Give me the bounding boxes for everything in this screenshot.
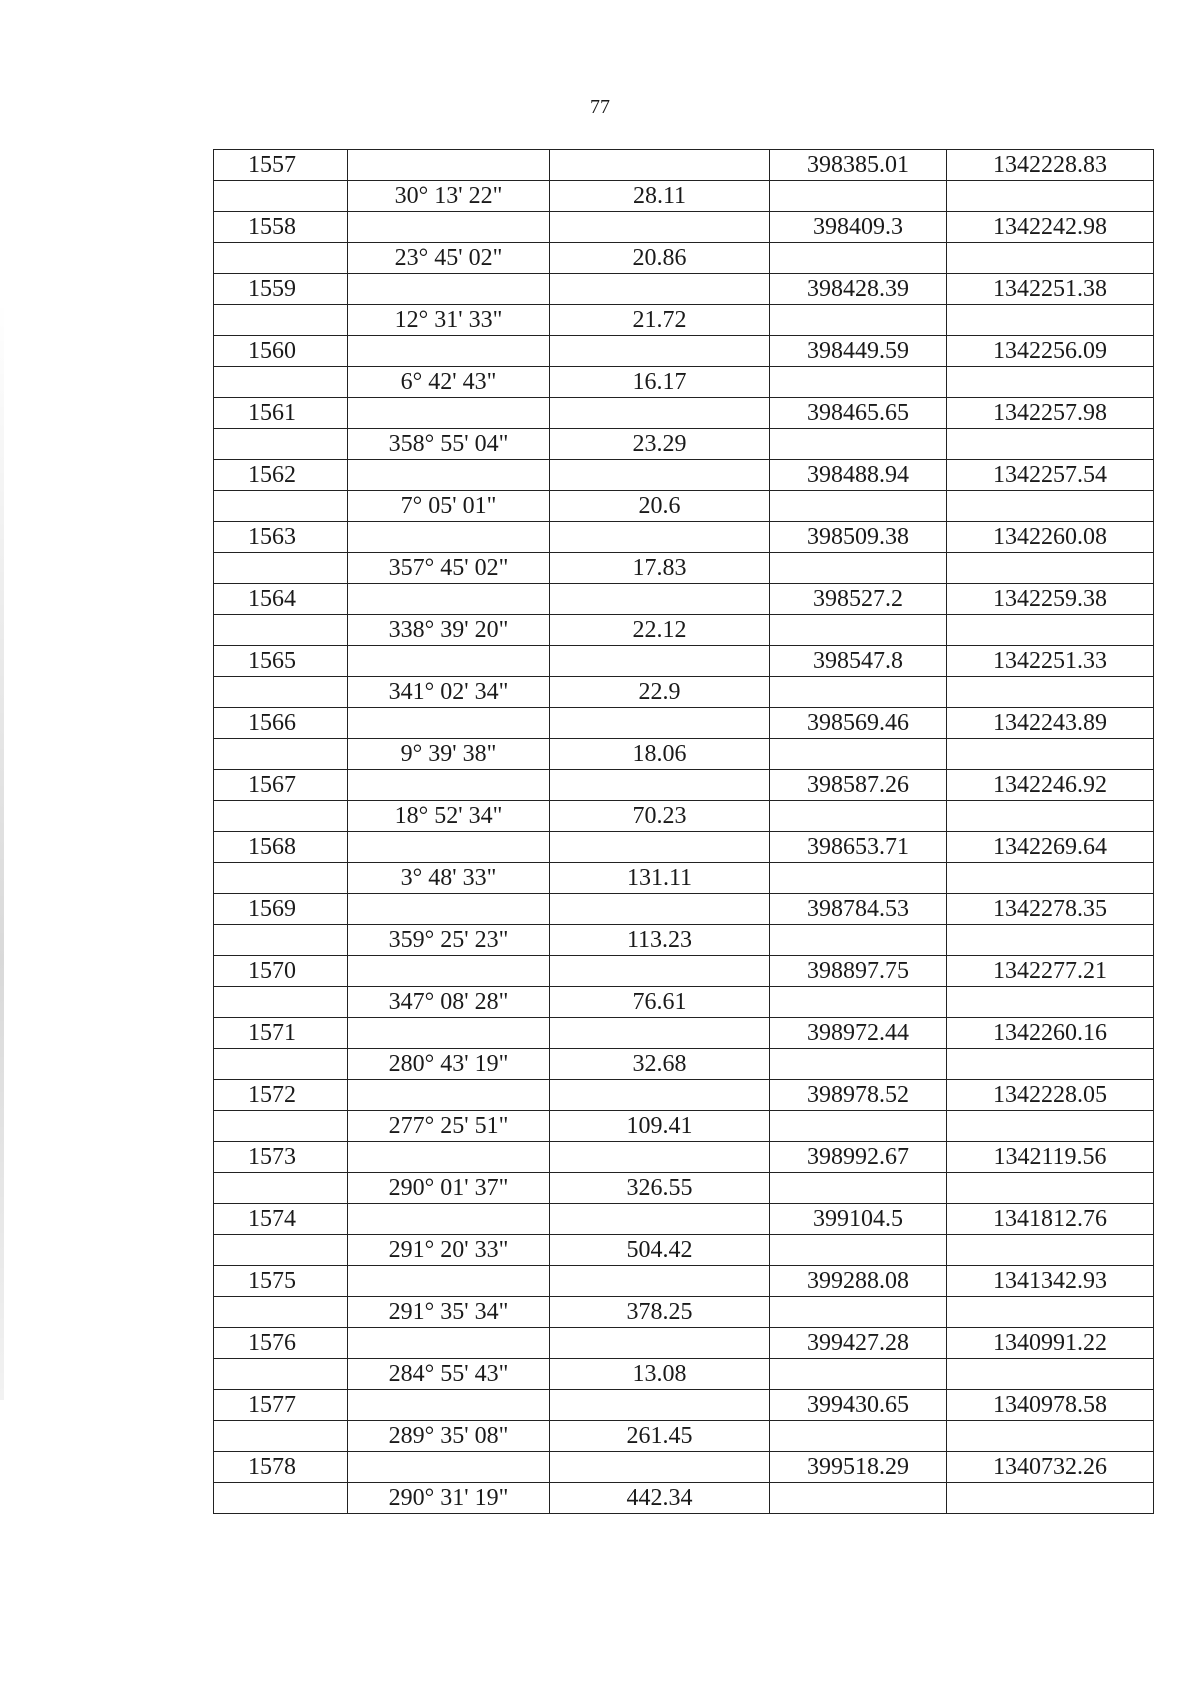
northing-cell: 1342277.21 xyxy=(947,956,1154,987)
station-cell: 1559 xyxy=(214,274,348,305)
northing-cell: 1342119.56 xyxy=(947,1142,1154,1173)
traverse-row xyxy=(214,801,1154,832)
easting-cell xyxy=(770,1049,947,1080)
easting-cell: 398428.39 xyxy=(770,274,947,305)
distance-cell: 76.61 xyxy=(550,987,770,1018)
distance-cell xyxy=(550,646,770,677)
easting-cell xyxy=(770,429,947,460)
bearing-cell: 291° 35' 34" xyxy=(348,1297,550,1328)
distance-cell xyxy=(550,770,770,801)
station-cell xyxy=(214,1359,348,1390)
station-row xyxy=(214,460,1154,491)
easting-cell xyxy=(770,1297,947,1328)
northing-cell: 1342228.05 xyxy=(947,1080,1154,1111)
traverse-row xyxy=(214,1359,1154,1390)
northing-cell: 1341812.76 xyxy=(947,1204,1154,1235)
traverse-row xyxy=(214,1235,1154,1266)
station-row xyxy=(214,708,1154,739)
station-cell xyxy=(214,801,348,832)
station-row xyxy=(214,212,1154,243)
bearing-cell xyxy=(348,212,550,243)
station-cell: 1560 xyxy=(214,336,348,367)
northing-cell xyxy=(947,1049,1154,1080)
distance-cell xyxy=(550,832,770,863)
distance-cell: 113.23 xyxy=(550,925,770,956)
station-cell xyxy=(214,1111,348,1142)
bearing-cell: 357° 45' 02" xyxy=(348,553,550,584)
station-cell xyxy=(214,491,348,522)
traverse-row xyxy=(214,987,1154,1018)
station-cell: 1567 xyxy=(214,770,348,801)
easting-cell: 398465.65 xyxy=(770,398,947,429)
distance-cell xyxy=(550,212,770,243)
bearing-cell xyxy=(348,646,550,677)
easting-cell xyxy=(770,181,947,212)
bearing-cell: 284° 55' 43" xyxy=(348,1359,550,1390)
easting-cell xyxy=(770,491,947,522)
distance-cell xyxy=(550,1142,770,1173)
easting-cell xyxy=(770,925,947,956)
traverse-row xyxy=(214,677,1154,708)
table-body xyxy=(214,150,1154,1514)
station-cell: 1573 xyxy=(214,1142,348,1173)
bearing-cell xyxy=(348,1452,550,1483)
distance-cell xyxy=(550,1452,770,1483)
distance-cell: 378.25 xyxy=(550,1297,770,1328)
station-cell xyxy=(214,863,348,894)
easting-cell: 398587.26 xyxy=(770,770,947,801)
easting-cell xyxy=(770,615,947,646)
bearing-cell: 338° 39' 20" xyxy=(348,615,550,646)
distance-cell xyxy=(550,1328,770,1359)
bearing-cell: 277° 25' 51" xyxy=(348,1111,550,1142)
page-number: 77 xyxy=(590,96,610,118)
station-row xyxy=(214,1266,1154,1297)
station-cell: 1558 xyxy=(214,212,348,243)
easting-cell: 398527.2 xyxy=(770,584,947,615)
bearing-cell xyxy=(348,1142,550,1173)
northing-cell xyxy=(947,429,1154,460)
station-row xyxy=(214,1080,1154,1111)
traverse-row xyxy=(214,243,1154,274)
station-cell: 1578 xyxy=(214,1452,348,1483)
bearing-cell: 18° 52' 34" xyxy=(348,801,550,832)
easting-cell xyxy=(770,739,947,770)
station-row xyxy=(214,274,1154,305)
northing-cell xyxy=(947,1421,1154,1452)
northing-cell: 1342260.08 xyxy=(947,522,1154,553)
station-cell xyxy=(214,1235,348,1266)
bearing-cell: 289° 35' 08" xyxy=(348,1421,550,1452)
northing-cell xyxy=(947,305,1154,336)
station-row xyxy=(214,646,1154,677)
station-cell: 1572 xyxy=(214,1080,348,1111)
easting-cell xyxy=(770,1483,947,1514)
station-cell xyxy=(214,677,348,708)
bearing-cell: 359° 25' 23" xyxy=(348,925,550,956)
easting-cell xyxy=(770,1359,947,1390)
station-row xyxy=(214,894,1154,925)
easting-cell xyxy=(770,677,947,708)
easting-cell: 398488.94 xyxy=(770,460,947,491)
easting-cell xyxy=(770,305,947,336)
bearing-cell xyxy=(348,1328,550,1359)
bearing-cell xyxy=(348,584,550,615)
bearing-cell xyxy=(348,336,550,367)
distance-cell: 28.11 xyxy=(550,181,770,212)
bearing-cell: 9° 39' 38" xyxy=(348,739,550,770)
distance-cell xyxy=(550,398,770,429)
bearing-cell xyxy=(348,770,550,801)
northing-cell xyxy=(947,801,1154,832)
station-cell xyxy=(214,1049,348,1080)
station-cell xyxy=(214,243,348,274)
traverse-row xyxy=(214,863,1154,894)
station-row xyxy=(214,1018,1154,1049)
distance-cell xyxy=(550,150,770,181)
station-cell xyxy=(214,739,348,770)
traverse-row xyxy=(214,491,1154,522)
distance-cell: 442.34 xyxy=(550,1483,770,1514)
traverse-row xyxy=(214,615,1154,646)
easting-cell: 398992.67 xyxy=(770,1142,947,1173)
distance-cell: 22.12 xyxy=(550,615,770,646)
bearing-cell xyxy=(348,150,550,181)
easting-cell: 399104.5 xyxy=(770,1204,947,1235)
distance-cell xyxy=(550,1204,770,1235)
northing-cell: 1342257.54 xyxy=(947,460,1154,491)
northing-cell xyxy=(947,243,1154,274)
traverse-row xyxy=(214,367,1154,398)
northing-cell xyxy=(947,1297,1154,1328)
traverse-row xyxy=(214,1173,1154,1204)
station-cell: 1562 xyxy=(214,460,348,491)
northing-cell: 1342256.09 xyxy=(947,336,1154,367)
bearing-cell: 290° 31' 19" xyxy=(348,1483,550,1514)
easting-cell xyxy=(770,1111,947,1142)
bearing-cell: 290° 01' 37" xyxy=(348,1173,550,1204)
bearing-cell xyxy=(348,708,550,739)
northing-cell: 1342260.16 xyxy=(947,1018,1154,1049)
bearing-cell xyxy=(348,1390,550,1421)
bearing-cell: 3° 48' 33" xyxy=(348,863,550,894)
distance-cell: 504.42 xyxy=(550,1235,770,1266)
bearing-cell xyxy=(348,1204,550,1235)
station-row xyxy=(214,1142,1154,1173)
station-row xyxy=(214,336,1154,367)
station-cell: 1576 xyxy=(214,1328,348,1359)
distance-cell: 20.6 xyxy=(550,491,770,522)
easting-cell xyxy=(770,367,947,398)
distance-cell: 109.41 xyxy=(550,1111,770,1142)
northing-cell xyxy=(947,1235,1154,1266)
station-row xyxy=(214,770,1154,801)
bearing-cell: 23° 45' 02" xyxy=(348,243,550,274)
survey-coordinate-table xyxy=(213,149,1154,1514)
northing-cell: 1342251.33 xyxy=(947,646,1154,677)
distance-cell xyxy=(550,708,770,739)
distance-cell: 326.55 xyxy=(550,1173,770,1204)
distance-cell: 16.17 xyxy=(550,367,770,398)
northing-cell xyxy=(947,491,1154,522)
easting-cell: 398784.53 xyxy=(770,894,947,925)
distance-cell: 32.68 xyxy=(550,1049,770,1080)
station-cell: 1568 xyxy=(214,832,348,863)
station-cell: 1577 xyxy=(214,1390,348,1421)
traverse-row xyxy=(214,739,1154,770)
distance-cell: 20.86 xyxy=(550,243,770,274)
station-cell xyxy=(214,1297,348,1328)
easting-cell xyxy=(770,863,947,894)
station-cell xyxy=(214,615,348,646)
northing-cell: 1342278.35 xyxy=(947,894,1154,925)
station-cell: 1570 xyxy=(214,956,348,987)
distance-cell xyxy=(550,460,770,491)
distance-cell xyxy=(550,522,770,553)
bearing-cell xyxy=(348,522,550,553)
northing-cell: 1342259.38 xyxy=(947,584,1154,615)
station-cell: 1564 xyxy=(214,584,348,615)
easting-cell: 399430.65 xyxy=(770,1390,947,1421)
distance-cell: 70.23 xyxy=(550,801,770,832)
traverse-row xyxy=(214,1421,1154,1452)
distance-cell: 18.06 xyxy=(550,739,770,770)
bearing-cell: 280° 43' 19" xyxy=(348,1049,550,1080)
northing-cell: 1340732.26 xyxy=(947,1452,1154,1483)
bearing-cell: 347° 08' 28" xyxy=(348,987,550,1018)
northing-cell xyxy=(947,181,1154,212)
station-cell: 1561 xyxy=(214,398,348,429)
bearing-cell xyxy=(348,460,550,491)
bearing-cell xyxy=(348,894,550,925)
easting-cell xyxy=(770,1421,947,1452)
easting-cell xyxy=(770,1173,947,1204)
station-row xyxy=(214,832,1154,863)
northing-cell: 1342269.64 xyxy=(947,832,1154,863)
easting-cell: 399427.28 xyxy=(770,1328,947,1359)
easting-cell: 398972.44 xyxy=(770,1018,947,1049)
northing-cell: 1340991.22 xyxy=(947,1328,1154,1359)
station-row xyxy=(214,522,1154,553)
station-row xyxy=(214,1328,1154,1359)
bearing-cell: 7° 05' 01" xyxy=(348,491,550,522)
easting-cell: 398509.38 xyxy=(770,522,947,553)
northing-cell xyxy=(947,1483,1154,1514)
distance-cell xyxy=(550,274,770,305)
easting-cell: 398653.71 xyxy=(770,832,947,863)
distance-cell xyxy=(550,1080,770,1111)
distance-cell: 131.11 xyxy=(550,863,770,894)
bearing-cell: 30° 13' 22" xyxy=(348,181,550,212)
station-cell xyxy=(214,1483,348,1514)
traverse-row xyxy=(214,1111,1154,1142)
northing-cell xyxy=(947,987,1154,1018)
distance-cell xyxy=(550,584,770,615)
station-cell: 1563 xyxy=(214,522,348,553)
northing-cell xyxy=(947,739,1154,770)
station-row xyxy=(214,956,1154,987)
station-cell: 1557 xyxy=(214,150,348,181)
easting-cell: 398409.3 xyxy=(770,212,947,243)
easting-cell: 399518.29 xyxy=(770,1452,947,1483)
northing-cell xyxy=(947,863,1154,894)
traverse-row xyxy=(214,1049,1154,1080)
easting-cell: 399288.08 xyxy=(770,1266,947,1297)
distance-cell xyxy=(550,956,770,987)
bearing-cell: 341° 02' 34" xyxy=(348,677,550,708)
bearing-cell xyxy=(348,832,550,863)
station-row xyxy=(214,1452,1154,1483)
station-row xyxy=(214,398,1154,429)
distance-cell xyxy=(550,894,770,925)
bearing-cell: 291° 20' 33" xyxy=(348,1235,550,1266)
station-cell xyxy=(214,1421,348,1452)
traverse-row xyxy=(214,305,1154,336)
easting-cell xyxy=(770,553,947,584)
station-cell: 1574 xyxy=(214,1204,348,1235)
traverse-row xyxy=(214,925,1154,956)
easting-cell: 398978.52 xyxy=(770,1080,947,1111)
easting-cell xyxy=(770,801,947,832)
distance-cell: 21.72 xyxy=(550,305,770,336)
distance-cell xyxy=(550,336,770,367)
station-cell xyxy=(214,987,348,1018)
traverse-row xyxy=(214,1297,1154,1328)
easting-cell: 398449.59 xyxy=(770,336,947,367)
station-cell xyxy=(214,181,348,212)
station-cell: 1565 xyxy=(214,646,348,677)
bearing-cell xyxy=(348,956,550,987)
easting-cell xyxy=(770,1235,947,1266)
station-row xyxy=(214,584,1154,615)
northing-cell: 1341342.93 xyxy=(947,1266,1154,1297)
northing-cell xyxy=(947,1173,1154,1204)
distance-cell xyxy=(550,1018,770,1049)
station-cell: 1569 xyxy=(214,894,348,925)
distance-cell: 17.83 xyxy=(550,553,770,584)
northing-cell: 1342246.92 xyxy=(947,770,1154,801)
bearing-cell: 6° 42' 43" xyxy=(348,367,550,398)
easting-cell: 398385.01 xyxy=(770,150,947,181)
northing-cell: 1340978.58 xyxy=(947,1390,1154,1421)
station-row xyxy=(214,1390,1154,1421)
bearing-cell xyxy=(348,1018,550,1049)
northing-cell xyxy=(947,677,1154,708)
traverse-row xyxy=(214,553,1154,584)
station-cell: 1575 xyxy=(214,1266,348,1297)
northing-cell: 1342228.83 xyxy=(947,150,1154,181)
easting-cell: 398897.75 xyxy=(770,956,947,987)
station-cell xyxy=(214,367,348,398)
station-cell xyxy=(214,305,348,336)
northing-cell xyxy=(947,1111,1154,1142)
station-cell: 1571 xyxy=(214,1018,348,1049)
bearing-cell: 358° 55' 04" xyxy=(348,429,550,460)
northing-cell xyxy=(947,367,1154,398)
station-cell: 1566 xyxy=(214,708,348,739)
station-row xyxy=(214,1204,1154,1235)
northing-cell xyxy=(947,553,1154,584)
easting-cell xyxy=(770,243,947,274)
northing-cell xyxy=(947,925,1154,956)
easting-cell xyxy=(770,987,947,1018)
station-cell xyxy=(214,925,348,956)
bearing-cell xyxy=(348,1266,550,1297)
station-cell xyxy=(214,429,348,460)
station-cell xyxy=(214,553,348,584)
northing-cell: 1342243.89 xyxy=(947,708,1154,739)
northing-cell: 1342257.98 xyxy=(947,398,1154,429)
bearing-cell xyxy=(348,274,550,305)
scan-edge-shadow xyxy=(0,300,4,1400)
traverse-row xyxy=(214,429,1154,460)
distance-cell: 261.45 xyxy=(550,1421,770,1452)
bearing-cell xyxy=(348,1080,550,1111)
distance-cell: 22.9 xyxy=(550,677,770,708)
station-row xyxy=(214,150,1154,181)
traverse-row xyxy=(214,1483,1154,1514)
northing-cell: 1342242.98 xyxy=(947,212,1154,243)
station-cell xyxy=(214,1173,348,1204)
easting-cell: 398569.46 xyxy=(770,708,947,739)
northing-cell xyxy=(947,615,1154,646)
distance-cell: 13.08 xyxy=(550,1359,770,1390)
bearing-cell xyxy=(348,398,550,429)
easting-cell: 398547.8 xyxy=(770,646,947,677)
distance-cell xyxy=(550,1266,770,1297)
traverse-row xyxy=(214,181,1154,212)
northing-cell: 1342251.38 xyxy=(947,274,1154,305)
northing-cell xyxy=(947,1359,1154,1390)
bearing-cell: 12° 31' 33" xyxy=(348,305,550,336)
distance-cell: 23.29 xyxy=(550,429,770,460)
distance-cell xyxy=(550,1390,770,1421)
